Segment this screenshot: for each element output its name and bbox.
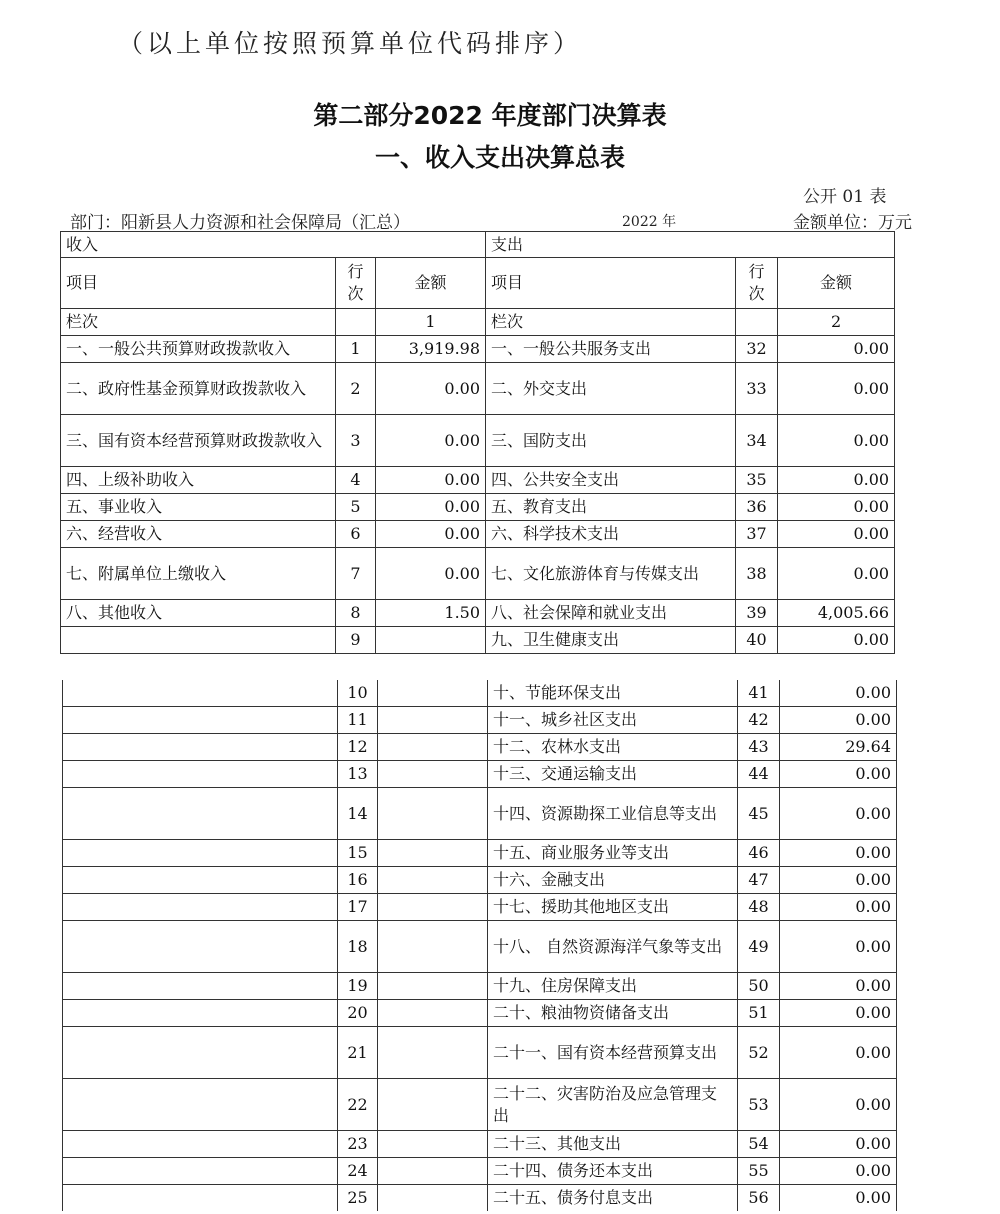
expense-line-cell: 48 [738, 894, 780, 921]
income-amount-cell [378, 680, 488, 707]
expense-item-cell: 十二、农林水支出 [488, 734, 738, 761]
income-amount-cell: 0.00 [376, 467, 486, 494]
income-amount-cell [378, 1079, 488, 1131]
expense-line-cell: 32 [736, 336, 778, 363]
table-row [61, 600, 895, 627]
expense-line-cell: 33 [736, 363, 778, 415]
income-line-cell: 13 [338, 761, 378, 788]
income-item-cell [63, 1185, 338, 1212]
income-item-cell [63, 1158, 338, 1185]
expense-line-cell: 45 [738, 788, 780, 840]
ordering-note: （以上单位按照预算单位代码排序） [118, 29, 583, 58]
expense-item-cell: 四、公共安全支出 [486, 467, 736, 494]
expense-line-cell: 46 [738, 840, 780, 867]
table-row [63, 707, 897, 734]
table-row [63, 867, 897, 894]
income-amount-cell [378, 788, 488, 840]
income-expense-table [60, 231, 895, 654]
income-amount-cell: 0.00 [376, 363, 486, 415]
expense-amount-cell: 0.00 [780, 867, 897, 894]
expense-line-cell: 37 [736, 521, 778, 548]
income-item-cell [63, 867, 338, 894]
expense-line-cell: 54 [738, 1131, 780, 1158]
expense-amount-cell: 0.00 [780, 1185, 897, 1212]
expense-amount-cell: 0.00 [780, 788, 897, 840]
income-amount-cell [378, 707, 488, 734]
income-section-header: 收入 [61, 232, 486, 258]
expense-line-cell: 36 [736, 494, 778, 521]
table-row [63, 1185, 897, 1212]
expense-column-number: 2 [778, 309, 895, 336]
expense-column-label: 栏次 [486, 309, 736, 336]
expense-line-header: 行次 [736, 258, 778, 309]
expense-item-cell: 十六、金融支出 [488, 867, 738, 894]
expense-amount-cell: 0.00 [778, 627, 895, 654]
income-line-cell: 20 [338, 1000, 378, 1027]
table-body-part1 [61, 336, 895, 654]
expense-column-blank [736, 309, 778, 336]
income-amount-cell [378, 761, 488, 788]
income-line-cell: 25 [338, 1185, 378, 1212]
expense-amount-cell: 0.00 [778, 363, 895, 415]
income-line-cell: 9 [336, 627, 376, 654]
income-amount-cell: 3,919.98 [376, 336, 486, 363]
income-amount-cell [378, 867, 488, 894]
expense-amount-cell: 0.00 [778, 548, 895, 600]
expense-amount-cell: 0.00 [780, 707, 897, 734]
expense-item-cell: 二十一、国有资本经营预算支出 [488, 1027, 738, 1079]
table-row [63, 1027, 897, 1079]
expense-item-header: 项目 [486, 258, 736, 309]
expense-item-cell: 二十二、灾害防治及应急管理支出 [488, 1079, 738, 1131]
expense-line-cell: 49 [738, 921, 780, 973]
income-item-cell [61, 627, 336, 654]
table-row [63, 680, 897, 707]
income-line-cell: 15 [338, 840, 378, 867]
expense-amount-cell: 0.00 [780, 921, 897, 973]
table-row [63, 1158, 897, 1185]
income-item-cell: 八、其他收入 [61, 600, 336, 627]
income-item-cell [63, 973, 338, 1000]
expense-line-cell: 44 [738, 761, 780, 788]
table-body-part2 [63, 680, 897, 1211]
expense-line-cell: 38 [736, 548, 778, 600]
income-item-cell [63, 680, 338, 707]
income-amount-cell [378, 1000, 488, 1027]
income-amount-header: 金额 [376, 258, 486, 309]
income-line-cell: 14 [338, 788, 378, 840]
expense-line-cell: 55 [738, 1158, 780, 1185]
department-label: 部门：阳新县人力资源和社会保障局（汇总） [70, 213, 410, 233]
expense-item-cell: 八、社会保障和就业支出 [486, 600, 736, 627]
income-line-cell: 16 [338, 867, 378, 894]
income-amount-cell [378, 1158, 488, 1185]
expense-line-cell: 52 [738, 1027, 780, 1079]
table-row [61, 336, 895, 363]
income-item-cell: 一、一般公共预算财政拨款收入 [61, 336, 336, 363]
income-line-cell: 21 [338, 1027, 378, 1079]
expense-amount-cell: 0.00 [778, 467, 895, 494]
income-line-cell: 6 [336, 521, 376, 548]
table-row [63, 1079, 897, 1131]
income-amount-cell [378, 734, 488, 761]
expense-item-cell: 五、教育支出 [486, 494, 736, 521]
income-item-cell: 二、政府性基金预算财政拨款收入 [61, 363, 336, 415]
income-line-cell: 12 [338, 734, 378, 761]
expense-item-cell: 七、文化旅游体育与传媒支出 [486, 548, 736, 600]
expense-amount-cell: 4,005.66 [778, 600, 895, 627]
table-row [63, 761, 897, 788]
expense-line-cell: 56 [738, 1185, 780, 1212]
expense-line-cell: 41 [738, 680, 780, 707]
income-item-cell: 六、经营收入 [61, 521, 336, 548]
expense-item-cell: 十九、住房保障支出 [488, 973, 738, 1000]
income-amount-cell: 1.50 [376, 600, 486, 627]
expense-line-cell: 42 [738, 707, 780, 734]
income-item-cell [63, 1027, 338, 1079]
income-line-cell: 1 [336, 336, 376, 363]
table-row [63, 840, 897, 867]
table-row [61, 521, 895, 548]
expense-item-cell: 二十三、其他支出 [488, 1131, 738, 1158]
table-row [63, 973, 897, 1000]
income-line-cell: 5 [336, 494, 376, 521]
expense-item-cell: 二十四、债务还本支出 [488, 1158, 738, 1185]
income-item-cell [63, 1079, 338, 1131]
income-line-cell: 19 [338, 973, 378, 1000]
expense-amount-header: 金额 [778, 258, 895, 309]
expense-item-cell: 六、科学技术支出 [486, 521, 736, 548]
income-item-cell [63, 788, 338, 840]
expense-amount-cell: 0.00 [780, 761, 897, 788]
table-row [63, 788, 897, 840]
expense-amount-cell: 0.00 [780, 973, 897, 1000]
expense-amount-cell: 0.00 [780, 680, 897, 707]
income-item-cell [63, 1000, 338, 1027]
expense-line-cell: 51 [738, 1000, 780, 1027]
income-line-cell: 10 [338, 680, 378, 707]
income-line-cell: 23 [338, 1131, 378, 1158]
expense-amount-cell: 0.00 [778, 494, 895, 521]
expense-item-cell: 九、卫生健康支出 [486, 627, 736, 654]
table-row [61, 363, 895, 415]
amount-unit-label: 金额单位：万元 [793, 213, 912, 233]
page-title: 第二部分2022 年度部门决算表 [313, 101, 667, 130]
income-item-cell [63, 921, 338, 973]
income-item-cell [63, 1131, 338, 1158]
income-line-header: 行次 [336, 258, 376, 309]
expense-line-cell: 50 [738, 973, 780, 1000]
table-row [61, 494, 895, 521]
expense-amount-cell: 0.00 [780, 1131, 897, 1158]
expense-amount-cell: 0.00 [780, 840, 897, 867]
income-amount-cell [378, 1027, 488, 1079]
income-amount-cell [378, 894, 488, 921]
income-item-header: 项目 [61, 258, 336, 309]
expense-item-cell: 十三、交通运输支出 [488, 761, 738, 788]
table-row [61, 415, 895, 467]
income-line-cell: 3 [336, 415, 376, 467]
form-number: 公开 01 表 [803, 187, 887, 207]
income-column-label: 栏次 [61, 309, 336, 336]
expense-item-cell: 二十五、债务付息支出 [488, 1185, 738, 1212]
year-label: 2022 年 [622, 214, 677, 230]
table-row [61, 467, 895, 494]
income-item-cell [63, 761, 338, 788]
income-amount-cell [378, 1131, 488, 1158]
expense-amount-cell: 0.00 [778, 336, 895, 363]
table-row [61, 548, 895, 600]
income-line-cell: 11 [338, 707, 378, 734]
expense-section-header: 支出 [486, 232, 895, 258]
income-column-number: 1 [376, 309, 486, 336]
income-line-cell: 4 [336, 467, 376, 494]
expense-line-cell: 39 [736, 600, 778, 627]
expense-item-cell: 十一、城乡社区支出 [488, 707, 738, 734]
expense-amount-cell: 0.00 [778, 415, 895, 467]
expense-item-cell: 十八、 自然资源海洋气象等支出 [488, 921, 738, 973]
expense-item-cell: 二十、粮油物资储备支出 [488, 1000, 738, 1027]
table-row [63, 921, 897, 973]
income-line-cell: 2 [336, 363, 376, 415]
income-item-cell: 四、上级补助收入 [61, 467, 336, 494]
income-item-cell [63, 894, 338, 921]
income-amount-cell [378, 840, 488, 867]
income-amount-cell: 0.00 [376, 494, 486, 521]
expense-line-cell: 53 [738, 1079, 780, 1131]
income-item-cell: 七、附属单位上缴收入 [61, 548, 336, 600]
expense-item-cell: 二、外交支出 [486, 363, 736, 415]
table-title: 一、收入支出决算总表 [374, 143, 625, 172]
expense-line-cell: 47 [738, 867, 780, 894]
expense-amount-cell: 0.00 [780, 1158, 897, 1185]
expense-amount-cell: 0.00 [778, 521, 895, 548]
income-item-cell: 五、事业收入 [61, 494, 336, 521]
income-line-cell: 8 [336, 600, 376, 627]
income-line-cell: 17 [338, 894, 378, 921]
income-item-cell: 三、国有资本经营预算财政拨款收入 [61, 415, 336, 467]
expense-amount-cell: 0.00 [780, 1000, 897, 1027]
income-item-cell [63, 734, 338, 761]
expense-item-cell: 一、一般公共服务支出 [486, 336, 736, 363]
expense-line-cell: 35 [736, 467, 778, 494]
expense-item-cell: 三、国防支出 [486, 415, 736, 467]
expense-amount-cell: 0.00 [780, 894, 897, 921]
income-amount-cell [378, 921, 488, 973]
table-row [63, 734, 897, 761]
expense-item-cell: 十四、资源勘探工业信息等支出 [488, 788, 738, 840]
expense-line-cell: 40 [736, 627, 778, 654]
income-expense-table-continued [62, 680, 897, 1211]
expense-amount-cell: 0.00 [780, 1079, 897, 1131]
expense-line-cell: 43 [738, 734, 780, 761]
table-row [63, 894, 897, 921]
expense-item-cell: 十五、商业服务业等支出 [488, 840, 738, 867]
income-item-cell [63, 840, 338, 867]
expense-item-cell: 十七、援助其他地区支出 [488, 894, 738, 921]
income-amount-cell: 0.00 [376, 521, 486, 548]
income-amount-cell [376, 627, 486, 654]
income-amount-cell [378, 973, 488, 1000]
income-line-cell: 18 [338, 921, 378, 973]
table-row [61, 627, 895, 654]
income-amount-cell: 0.00 [376, 548, 486, 600]
income-amount-cell [378, 1185, 488, 1212]
table-row [63, 1131, 897, 1158]
table-row [63, 1000, 897, 1027]
expense-amount-cell: 0.00 [780, 1027, 897, 1079]
income-line-cell: 22 [338, 1079, 378, 1131]
expense-amount-cell: 29.64 [780, 734, 897, 761]
expense-line-cell: 34 [736, 415, 778, 467]
expense-item-cell: 十、节能环保支出 [488, 680, 738, 707]
income-item-cell [63, 707, 338, 734]
income-line-cell: 24 [338, 1158, 378, 1185]
income-amount-cell: 0.00 [376, 415, 486, 467]
income-line-cell: 7 [336, 548, 376, 600]
income-column-blank [336, 309, 376, 336]
